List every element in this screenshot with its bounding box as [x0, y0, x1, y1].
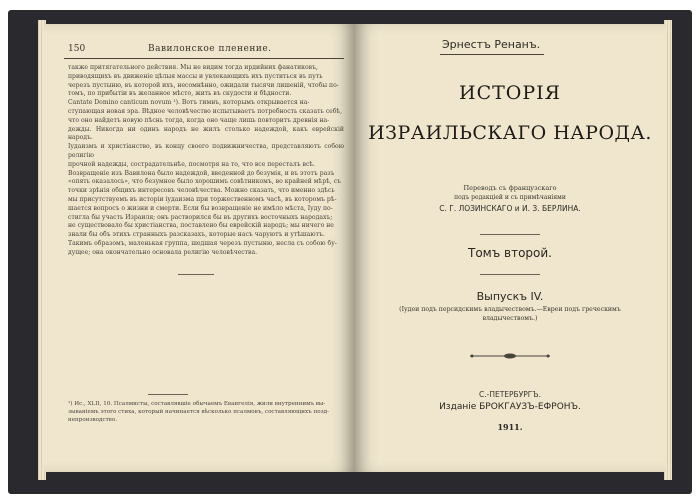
body-text: [68, 64, 344, 258]
text-line: что оно найдетъ новую пѣснь тогда, когда оно чаще лишь повторитъ древнія на-: [68, 116, 330, 124]
section-divider: [178, 274, 214, 275]
text-line: также притягательного действия. Мы не видим тогда ирдийних фанатиковъ,: [68, 64, 318, 71]
text-line: не существовало бы христіанства, поставлено бы еврейскій народъ; мы ничего не: [68, 222, 334, 230]
footnote-line: зываніемъ этого стиха, который начинается вѣсколько псалмовъ, составляющихъ позд-: [68, 409, 329, 415]
header-rule: [64, 58, 344, 59]
text-line: томъ, по прибытіи въ желанное мѣсто, жить въ скудости и бѣдности.: [68, 90, 292, 98]
text-line: прочной надежды, сострадательнѣе, посмотря на то, что все пересталъ всѣ.: [68, 160, 315, 168]
author-name: Эрнестъ Ренанъ.: [442, 38, 541, 51]
text-line: Возвращеніе изъ Вавилона было надеждой, введенной до безумія, и въ этотъ разъ: [68, 169, 335, 177]
text-line: знали бы объ этихъ странныхъ разсказахъ, которые насъ чаруютъ и утѣшаютъ.: [68, 231, 325, 239]
footnote-line: непроизводство.: [68, 417, 117, 423]
publication-year: 1911.: [497, 422, 523, 432]
title-page: [354, 24, 666, 472]
editors-names: С. Г. ЛОЗИНСКАГО и И. З. БЕРЛИНА.: [439, 204, 581, 213]
divider-1: [480, 234, 540, 235]
text-line: точки зрѣнія общихъ интересовъ человѣчества. Можно сказать, что именно здѣсь: [68, 187, 335, 195]
footnote-line: ¹) Ис., XLII, 10. Псалмисты, составлявшіе обычаемъ Евангелія, жили внутреннимъ вы-: [68, 401, 326, 407]
page-number: 150: [68, 44, 86, 54]
text-line: стигла бы участь Израиля; онъ растворился бы въ другихъ восточныхъ народахъ;: [68, 213, 333, 221]
title-line-2: ИЗРАИЛЬСКАГО НАРОДА.: [368, 122, 652, 144]
title-line-1: ИСТОРІЯ: [459, 82, 561, 104]
issue-subtitle-1: (Іудеи подъ персидскимъ владычествомъ.—Евреи подъ греческимъ: [399, 306, 621, 313]
author-rule: [440, 54, 544, 55]
running-title: Вавилонское пленение.: [148, 44, 272, 54]
text-line: Cantate Domino canticum novum ¹). Вотъ гимнъ, которымъ открывается на-: [68, 99, 310, 107]
text-line: шается вопросъ о жизни и смерти. Если бы возвращеніе не имѣло мѣста, Іуду по-: [68, 204, 333, 212]
text-line: дущее; она окончательно основала религію человѣчества.: [68, 248, 258, 256]
left-page: [44, 24, 354, 472]
open-book: [8, 10, 692, 494]
divider-2: [480, 274, 540, 275]
text-line: Іудаизмъ и христіанство, въ концу своего подвижничества, представляютъ собою религію: [68, 143, 344, 159]
ornament-divider: [468, 352, 552, 360]
text-line: мы присутствуемъ въ исторіи іудаизма при торжественномъ часѣ, въ которомъ рѣ-: [68, 195, 337, 203]
text-line: дежды. Никогда ни одинъ народъ не жилъ столько надеждой, какъ еврейскій народъ.: [68, 125, 344, 142]
footnote: [68, 400, 344, 424]
issue-title: Выпускъ IV.: [476, 290, 544, 303]
text-line: ступающая новая эра. Вѣдное человѣчество испытываетъ потребность сказать себѣ,: [68, 107, 343, 115]
translation-line: Переводъ съ французскаго: [463, 184, 557, 192]
editors-line: подъ редакціей и съ примѣчаніями: [454, 194, 566, 201]
issue-subtitle-2: владычествомъ.): [482, 315, 538, 322]
text-line: черезъ пустыню, въ которой ихъ, несомнѣнно, ожидали тысячи лишеній, чтобы по-: [68, 81, 339, 89]
footnote-rule: [148, 394, 188, 395]
publisher: Изданіе БРОКГАУЗЪ-ЕФРОНЪ.: [439, 402, 581, 412]
text-line: «опять оказалось», что безумное было хорошимъ совѣтникомъ, во крайней мѣрѣ, съ: [68, 178, 341, 186]
text-line: Такимъ образомъ, маленькая группа, шедшая черезъ пустыню, несла съ собою бу-: [68, 239, 337, 247]
text-line: приводящихъ въ движеніе цѣлыя массы и увлекающихъ ихъ пуститься въ путь: [68, 72, 323, 80]
publication-city: С.-ПЕТЕРБУРГЪ.: [479, 390, 541, 399]
volume-title: Томъ второй.: [468, 246, 552, 260]
